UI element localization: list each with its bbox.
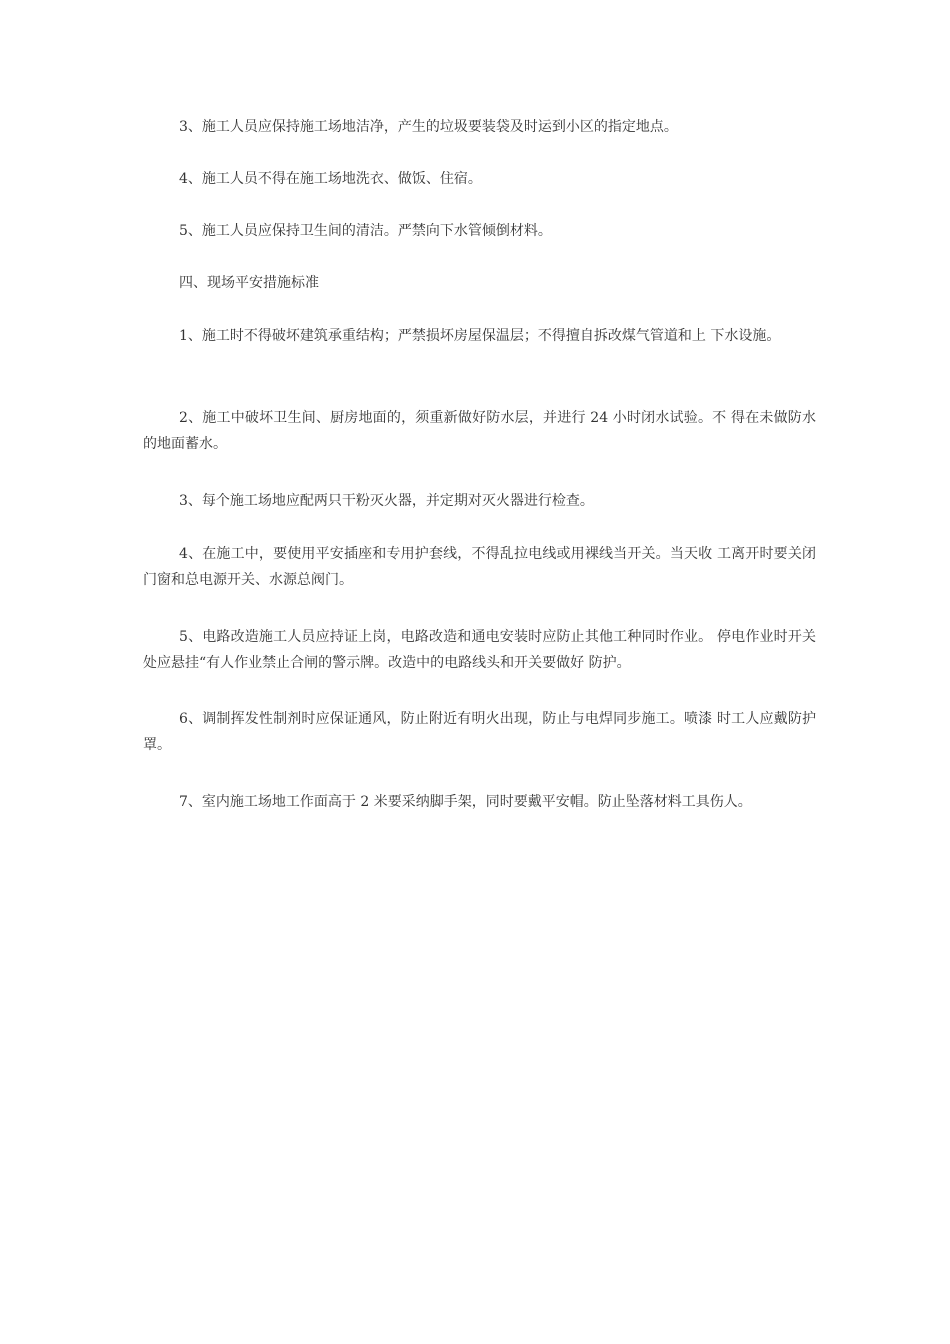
paragraph-structure: 1、施工时不得破坏建筑承重结构；严禁损坏房屋保温层；不得擅自拆改煤气管道和上 下水设施。 bbox=[179, 328, 781, 344]
paragraph-extinguisher: 3、每个施工场地应配两只干粉灭火器，并定期对灭火器进行检查。 bbox=[179, 493, 594, 509]
paragraph-scaffold: 7、室内施工场地工作面高于 2 米要采纳脚手架，同时要戴平安帽。防止坠落材料工具伤人。 bbox=[179, 794, 752, 810]
section-heading-safety: 四、现场平安措施标准 bbox=[179, 275, 319, 291]
paragraph-no-living: 4、施工人员不得在施工场地洗衣、做饭、住宿。 bbox=[179, 171, 482, 187]
paragraph-clean-site: 3、施工人员应保持施工场地洁净，产生的垃圾要装袋及时运到小区的指定地点。 bbox=[179, 119, 678, 135]
paragraph-restroom: 5、施工人员应保持卫生间的清洁。严禁向下水管倾倒材料。 bbox=[179, 223, 552, 239]
paragraph-electric-safety: 4、在施工中，要使用平安插座和专用护套线，不得乱拉电线或用裸线当开关。当天收 工离开时要关闭门窗和总电源开关、水源总阀门。 bbox=[143, 546, 816, 588]
paragraph-ventilation: 6、调制挥发性制剂时应保证通风，防止附近有明火出现，防止与电焊同步施工。喷漆 时工人应戴防护罩。 bbox=[143, 711, 816, 753]
paragraph-circuit: 5、电路改造施工人员应持证上岗，电路改造和通电安装时应防止其他工种同时作业。 停电作业时开关处应悬挂“有人作业禁止合闸的警示牌。改造中的电路线头和开关要做好 防护。 bbox=[143, 629, 816, 671]
paragraph-waterproof: 2、施工中破坏卫生间、厨房地面的，须重新做好防水层，并进行 24 小时闭水试验。不 得在未做防水的地面蓄水。 bbox=[143, 410, 816, 452]
